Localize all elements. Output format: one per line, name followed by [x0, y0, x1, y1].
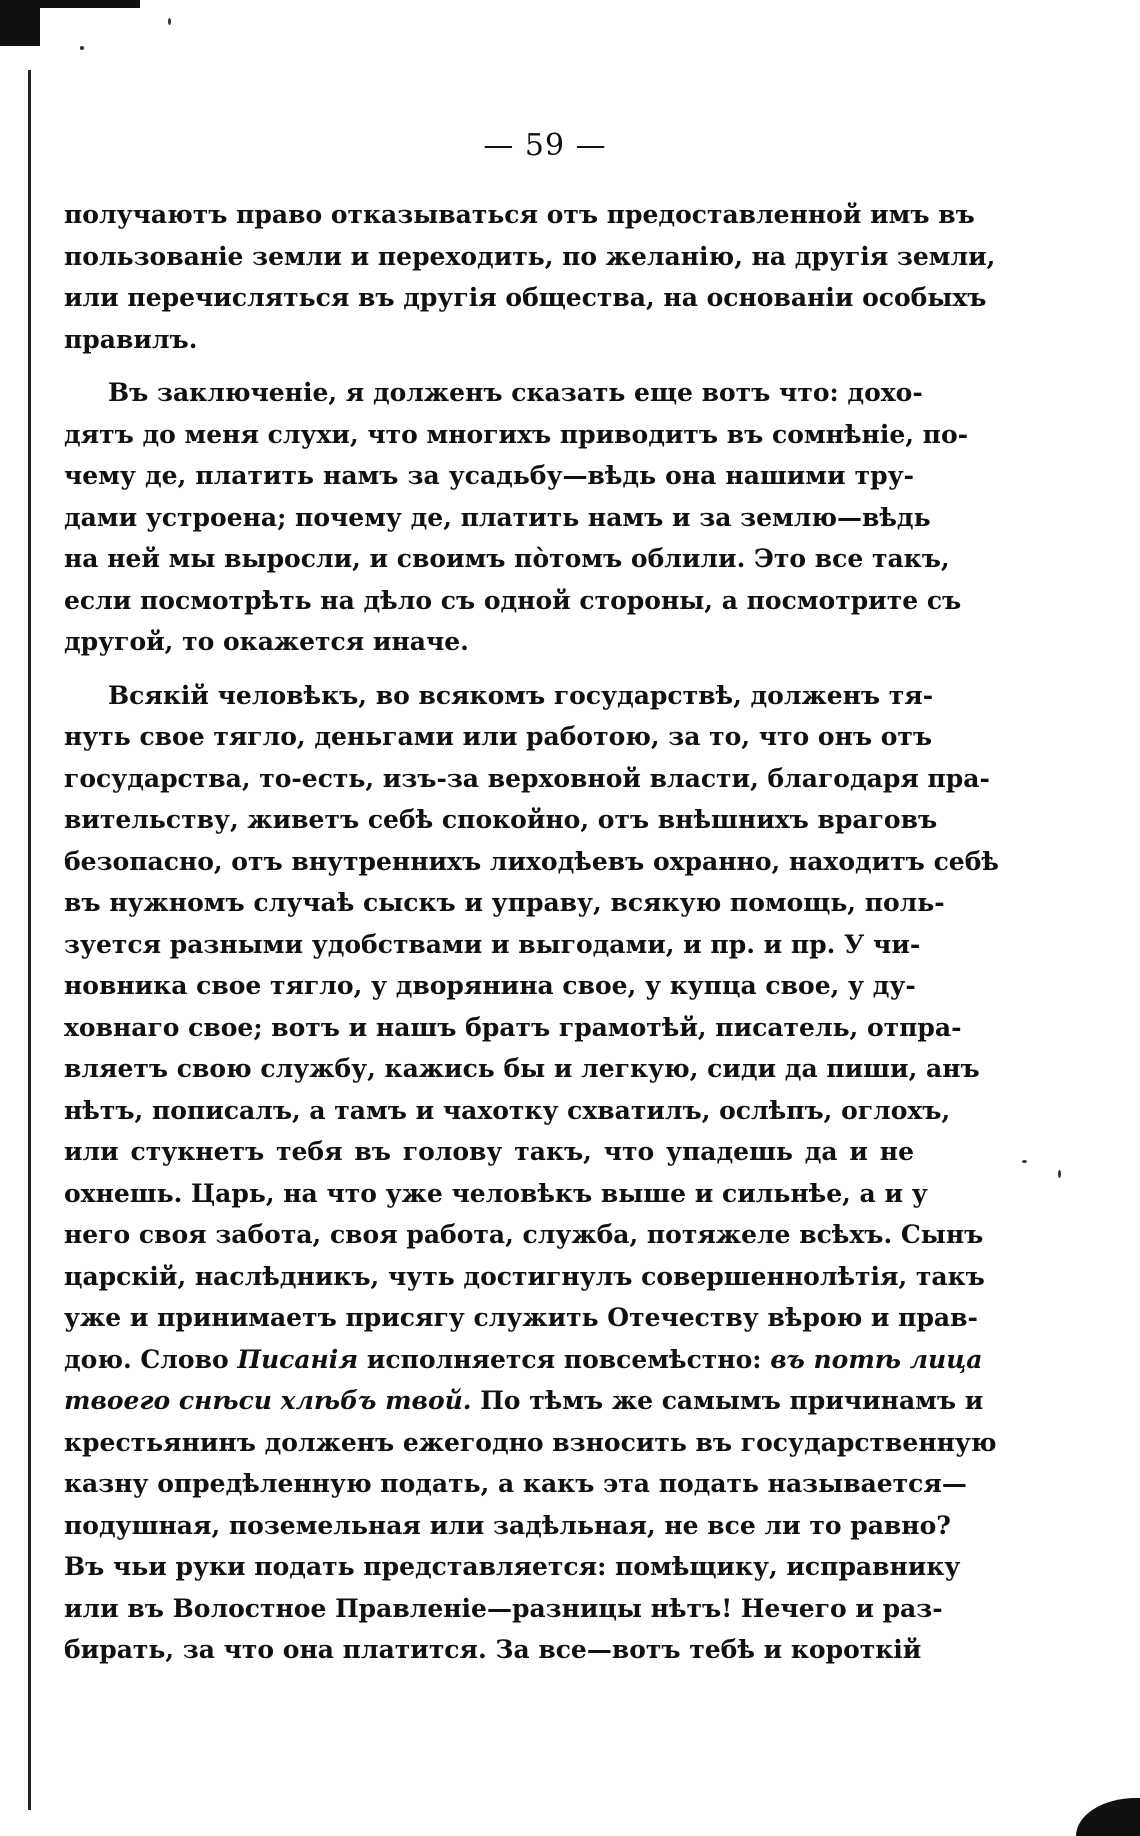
text-segment: Всякій человѣкъ, во всякомъ государствѣ, долженъ тя- [108, 680, 934, 710]
text-segment: дами устроена; почему де, платить намъ и за землю—вѣдь [64, 502, 931, 532]
text-line [64, 372, 923, 414]
text-line [64, 1131, 914, 1173]
text-segment: крестьянинъ долженъ ежегодно взносить въ государственную [64, 1427, 997, 1457]
scan-edge-blot [1076, 1798, 1140, 1836]
text-line [64, 1629, 922, 1671]
scan-edge-left [28, 70, 31, 1810]
text-line [64, 675, 934, 717]
text-line [64, 1297, 978, 1339]
text-segment: него своя забота, своя работа, служба, потяжеле всѣхъ. Сынъ [64, 1220, 984, 1249]
text-segment: получаютъ право отказываться отъ предоставленной имъ въ [64, 200, 975, 229]
text-segment: безопасно, отъ внутреннихъ лиходѣевъ охранно, находитъ себѣ [64, 846, 999, 876]
text-segment: Въ чьи руки подать представляется: помѣщику, исправнику [64, 1552, 961, 1581]
text-segment: или стукнетъ тебя въ голову такъ, что упадешь да и не [64, 1137, 914, 1166]
italic-text: твоего снѣси хлѣбъ твой. [64, 1386, 472, 1415]
text-line [64, 1339, 983, 1381]
text-line [64, 1214, 984, 1256]
ink-speck [1058, 1170, 1061, 1178]
text-segment: государства, то-есть, изъ-за верховной власти, благодаря пра- [64, 763, 990, 793]
text-segment: уже и принимаетъ присягу служить Отечеству вѣрою и прав- [64, 1303, 978, 1332]
text-segment: охнешь. Царь, на что уже человѣкъ выше и сильнѣе, а и у [64, 1178, 928, 1208]
text-segment: или въ Волостное Правленіе—разницы нѣтъ! Нечего и раз- [64, 1593, 943, 1623]
italic-text: въ потѣ лица [770, 1344, 983, 1374]
text-segment: исполняется повсемѣстно: [358, 1344, 771, 1374]
text-line [64, 799, 938, 841]
text-line [64, 1256, 985, 1298]
text-segment: ховнаго свое; вотъ и нашъ братъ грамотѣй, писатель, отпра- [64, 1012, 962, 1042]
text-line [64, 1505, 951, 1547]
text-line [64, 1588, 943, 1630]
text-segment: казну опредѣленную подать, а какъ эта подать называется— [64, 1469, 967, 1498]
text-segment: въ нужномъ случаѣ сыскъ и управу, всякую помощь, поль- [64, 888, 945, 917]
text-segment: подушная, поземельная или задѣльная, не все ли то равно? [64, 1510, 951, 1540]
text-segment: пользованіе земли и переходить, по желанію, на другія земли, [64, 241, 996, 271]
text-segment: нѣтъ, пописалъ, а тамъ и чахотку схватилъ, ослѣпъ, оглохъ, [64, 1095, 951, 1125]
text-line [64, 621, 914, 663]
text-line [64, 236, 996, 278]
text-line [64, 1546, 961, 1588]
text-line [64, 1422, 997, 1464]
text-line [64, 414, 968, 456]
text-line [64, 455, 914, 497]
text-segment: дою. Слово [64, 1344, 238, 1374]
text-segment: чему де, платить намъ за усадьбу—вѣдь она нашими тру- [64, 461, 914, 490]
text-line [64, 1463, 967, 1505]
text-line [64, 580, 962, 622]
text-segment: другой, то окажется иначе. [64, 627, 469, 656]
ink-speck [80, 46, 84, 50]
text-line [64, 497, 931, 539]
text-segment: если посмотрѣть на дѣло съ одной стороны, а посмотрите съ [64, 585, 962, 615]
text-segment: нуть свое тягло, деньгами или работою, за то, что онъ отъ [64, 722, 933, 751]
text-line [64, 882, 945, 924]
text-line [64, 965, 914, 1007]
text-line [64, 1048, 980, 1090]
text-line [64, 1007, 962, 1049]
text-line [64, 841, 999, 883]
text-line [64, 1090, 951, 1132]
ink-speck [168, 18, 171, 25]
text-line [64, 716, 933, 758]
text-segment: зуется разными удобствами и выгодами, и пр. и пр. У чи- [64, 929, 921, 959]
text-segment: вляетъ свою службу, кажись бы и легкую, сиди да пиши, анъ [64, 1054, 980, 1083]
text-line [64, 1173, 928, 1215]
text-line [64, 758, 990, 800]
text-segment: или перечисляться въ другія общества, на основаніи особыхъ [64, 283, 987, 312]
text-line [64, 1380, 984, 1422]
text-line [64, 194, 975, 236]
text-line [64, 924, 921, 966]
text-line [64, 538, 950, 580]
body-text [64, 194, 999, 1671]
italic-text: Писанія [237, 1344, 359, 1374]
text-segment: бирать, за что она платится. За все—вотъ тебѣ и короткій [64, 1635, 922, 1664]
scan-edge-top [0, 0, 140, 8]
text-segment: на ней мы выросли, и своимъ пòтомъ облили. Это все такъ, [64, 544, 950, 573]
text-segment: Въ заключеніе, я долженъ сказать еще вотъ что: дохо- [108, 378, 923, 407]
text-segment: По тѣмъ же самымъ причинамъ и [471, 1386, 984, 1415]
text-segment: вительству, живетъ себѣ спокойно, отъ внѣшнихъ враговъ [64, 805, 938, 834]
ink-speck [1022, 1160, 1027, 1163]
text-segment: правилъ. [64, 324, 198, 354]
page-number: — 59 — [483, 128, 607, 163]
text-segment: новника свое тягло, у дворянина свое, у купца свое, у ду- [64, 971, 916, 1000]
text-segment: дятъ до меня слухи, что многихъ приводитъ въ сомнѣніе, по- [64, 419, 968, 449]
text-line [64, 319, 914, 361]
text-line [64, 277, 987, 319]
text-segment: царскій, наслѣдникъ, чуть достигнулъ совершеннолѣтія, такъ [64, 1261, 985, 1291]
